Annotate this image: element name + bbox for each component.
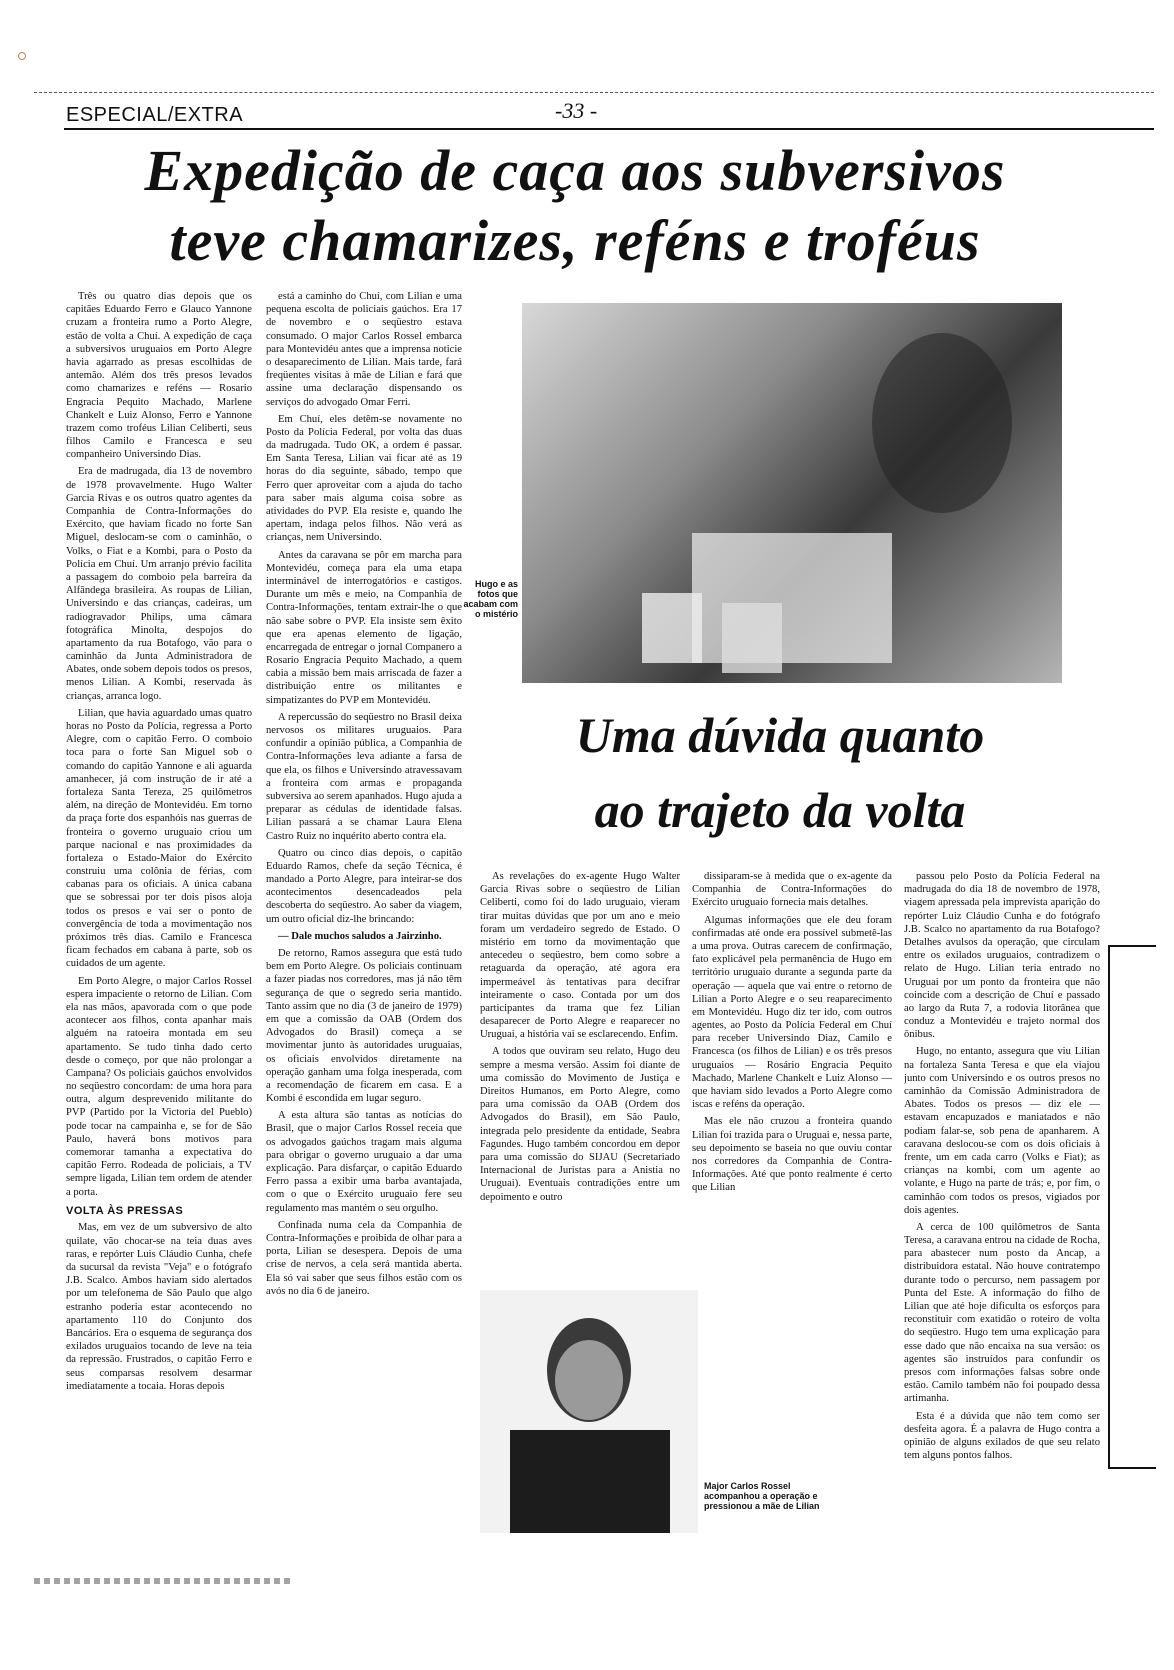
article-column-1 [66,290,252,1570]
paragraph: A todos que ouviram seu relato, Hugo deu sempre a mesma versão. Assim foi diante de uma comissão do Movimento de Justiça e Direitos Humanos, em Porto Alegre, como para uma comissão da OAB (Ordem dos Advogados do Brasil), em São Paulo, integrada pelo presidente da entidade, Seabra Fagundes. Hugo também concordou em depor para uma comissão do SIJAU (Secretariado Internacional de Juristas para a Anistia no Uruguai). Eventuais contradições entre um depoimento e outro [480,1046,680,1203]
paragraph: As revelações do ex-agente Hugo Walter Garcia Rivas sobre o seqüestro de Lilian Celiberti, como foi do lado uruguaio, vieram tirar muitas dúvidas que por um ano e meio foram um verdadeiro segredo de Estado. O mistério em torno da movimentação que antecedeu o seqüestro, bem como sobre a retaguarda da operação, até agora era impermeável às tentativas para decifrar inteiramente o caso. Contada por um dos participantes da trama que fez Lilian desaparecer de Porto Alegre e reaparecer no Uruguai, a história vai se esclarecendo. Enfim. [480,871,680,1041]
column-subhead: VOLTA ÀS PRESSAS [66,1204,184,1217]
article-column-2 [266,290,462,1570]
subheadline-line-2: ao trajeto da volta [594,782,966,838]
paragraph: Confinada numa cela da Companhia de Contra-Informações e proibida de olhar para a porta, Lilian se desespera. Depois de uma crise de nervos, a cela será mantida aberta. Ela só vai saber que seus filhos estão com os avós no dia 6 de janeiro. [266,1219,462,1297]
article-column-5 [904,870,1100,1570]
paragraph: De retorno, Ramos assegura que está tudo bem em Porto Alegre. Os policiais continuam a fazer piadas nos corredores, mas já não têm segurança de que o segredo seria mantido. Tanto assim que no dia (3 de janeiro de 1979) em que a comissão da OAB (Ordem dos Advogados do Brasil) começa a se movimentar junto às autoridades uruguaias, os oficiais envolvidos diretamente na operação ganham uma folga inesperada, com a recomendação de ficarem em casa. E a Kombi é escondida em lugar seguro. [266,948,462,1105]
paragraph: Quatro ou cinco dias depois, o capitão Eduardo Ramos, chefe da seção Técnica, é mandado a Porto Alegre, para inteirar-se dos acontecimentos desencadeados pela descoberta do seqüestro. Ao saber da viagem, um outro oficial diz-lhe brincando: [266,847,462,925]
photo2-caption: Major Carlos Rossel acompanhou a operação e pressionou a mãe de Lilian [704,1481,820,1511]
paragraph: Era de madrugada, dia 13 de novembro de 1978 provavelmente. Hugo Walter Garcia Rivas e os outros quatro agentes da Companhia de Contra-Informações do Exército, que haviam ficado no forte San Miguel, deslocam-se com o caminhão, o Volks, o Fiat e a Kombi, para o Posto da Polícia em Chuí. Um arranjo prévio facilita a passagem do comboio pela barreira da Alfândega brasileira. As roupas de Lilian, Universindo e das crianças, cadeiras, um radiogravador Philips, uma câmara fotográfica Minolta, despojos do apartamento da rua Botafogo, vão para o caminhão da Junta Administradora de Abates, onde sobem depois todos os presos, menos Lilian. A Kombi, reservada às crianças, arranca logo. [66,466,252,702]
paragraph: Esta é a dúvida que não tem como ser desfeita agora. É a palavra de Hugo contra a opinião de alguns exilados de que seu relato tem alguns pontos falhos. [904,1410,1100,1462]
headline-line-1: Expedição de caça aos subversivos [144,138,1006,203]
paragraph: passou pelo Posto da Polícia Federal na madrugada do dia 18 de novembro de 1978, viagem apressada pela imprevista aparição do repórter Luiz Cláudio Cunha e do fotógrafo J.B. Scalco no apartamento da rua Botafogo? Detalhes avulsos da operação, que circulam entre os exilados uruguaios, contradizem o relato de Hugo. Lilian teria entrado no Uruguai por um ponto da fronteira que não coincide com a descrição de Chuí e passado ao largo da Ruta 7, a rodovia litorânea que conduz a Montevidéu e trajeto normal dos ônibus. [904,871,1100,1041]
paragraph: dissiparam-se à medida que o ex-agente da Companhia de Contra-Informações do Exército uruguaio fornecia mais detalhes. [692,871,892,909]
photo-major-carlos-rossel [480,1290,698,1533]
article-column-3 [480,870,680,1280]
paragraph: está a caminho do Chuí, com Lilian e uma pequena escolta de policiais gaúchos. Era 17 de novembro e o seqüestro estava consumado. O major Carlos Rossel embarca para Montevidéu antes que a imprensa noticie o desaparecimento de Lilian. Mais tarde, fará freqüentes visitas à mãe de Lilian e fará que assine uma declaração dispensando os serviços do advogado Omar Ferri. [266,291,462,408]
header-rule [64,128,1154,130]
right-margin-bracket [1108,945,1156,1469]
paragraph: Mas ele não cruzou a fronteira quando Lilian foi trazida para o Uruguai e, nessa parte, seu depoimento se baseia no que ouviu contar nos corredores da Companhia de Contra-Informações. Até que ponto realmente é certo que Lilian [692,1116,892,1194]
punch-hole-mark [18,52,26,60]
subheadline-line-1: Uma dúvida quanto [575,707,985,763]
page-number: -33 - [555,98,598,123]
section-label: ESPECIAL/EXTRA [66,104,244,126]
paragraph: Hugo, no entanto, assegura que viu Lilian na fortaleza Santa Teresa e que ela viajou junto com Universindo e os outros presos no caminhão da Comissão Administradora de Abates. Todos os presos — diz ele — estavam encapuzados e maniatados e não podiam falar-se, sob pena de apanharem. A caravana deslocou-se com os dois oficiais à frente, um em cada carro (Volks e Fiat); as crianças na kombi, com um agente ao volante, e Hugo na parte de trás; e, por fim, o caminhão com todos os presos, vigiados por dois agentes. [904,1046,1100,1216]
paragraph: Três ou quatro dias depois que os capitães Eduardo Ferro e Glauco Yannone cruzam a fronteira rumo a Porto Alegre, estão de volta a Chuí. A expedição de caça a subversivos uruguaios em Porto Alegre havia agarrado as presas escolhidas de antemão. Além dos três presos levados como chamarizes e reféns — Rosario Engracia Pequito Machado, Marlene Chankelt e Luiz Alonso, Ferro e Yannone trazem como troféus Lilian Celiberti, seus filhos Camilo e Francesca e seu companheiro Universindo Dias. [66,291,252,461]
paragraph: A cerca de 100 quilômetros de Santa Teresa, a caravana entrou na cidade de Rocha, para abastecer num posto da Ancap, a distribuidora estatal. Não houve contratempo durante todo o percurso, nem passagem por Punta del Este. A informação do filho de Lilian que até hoje dificulta os esforços para reconstituir com exatidão o roteiro de volta do seqüestro. Hugo tem uma explicação para esse dado que não encaixa na sua versão: os agentes são instruídos para confundir os presos com informações falsas sobre onde estão. Camilo também não foi poupado dessa artimanha. [904,1221,1100,1405]
top-dashed-line [34,92,1154,93]
paragraph: Antes da caravana se pôr em marcha para Montevidéu, começa para ela uma etapa interminável de interrogatórios e castigos. Durante um mês e meio, na Companhia de Contra-Informações, tentam extrair-lhe o que não sabe sobre o PVP. Ela insiste sem êxito que era apenas elemento de ligação, encarregada de entregar o jornal Companero a Rosario Engracia Pequito Machado, a quem cabia a missão bem mais arriscada de fazer a distribuição entre os militantes e simpatizantes do PVP em Montevidéu. [266,549,462,706]
photo-placeholder-graphic [522,303,1062,683]
headline-line-2: teve chamarizes, reféns e troféus [169,208,981,273]
paragraph: — Dale muchos saludos a Jairzinho. [278,930,442,942]
paragraph: A esta altura são tantas as notícias do Brasil, que o major Carlos Rossel receia que os advogados gaúchos tragam mais alguma para obrigar o governo uruguaio a dar uma explicação. Para disfarçar, o capitão Eduardo Ferro passa a exibir uma barba avantajada, com o que o Exército uruguaio fere seu regulamento mas mantém o seu orgulho. [266,1110,462,1214]
paragraph: Mas, em vez de um subversivo de alto quilate, vão chocar-se na teia duas aves raras, e repórter Luis Cláudio Cunha, chefe da sucursal da revista "Veja" e o fotógrafo J.B. Scalco. Ambos haviam sido alertados por um telefonema de São Paulo que algo estranho poderia estar acontecendo no apartamento 110 do Conjunto dos Bancários. Era o esquema de segurança dos exilados uruguaios tocando de leve na teia da repressão. Frustrados, o capitão Ferro e seus comparsas resolvem desarmar imediatamente a tocaia. Horas depois [66,1222,252,1392]
article-column-4 [692,870,892,1280]
photo-hugo-with-photos [522,303,1062,683]
paragraph: A repercussão do seqüestro no Brasil deixa nervosos os militares uruguaios. Para confundir a opinião pública, a Companhia de Contra-Informações leva adiante a farsa de que ela, os filhos e Universindo atravessavam a fronteira com armas e propaganda subversiva ao serem apanhados. Hugo ajuda a preparar as cédulas de identidade falsas. Lilian passará a se chamar Laura Elena Castro Ruiz no inquérito aberto contra ela. [266,711,462,842]
portrait-placeholder-graphic [480,1290,698,1533]
paragraph: Em Chuí, eles detêm-se novamente no Posto da Polícia Federal, por volta das duas da madrugada. Tudo OK, a ordem é passar. Em Santa Teresa, Lilian vai ficar até as 19 horas do dia seguinte, sábado, tempo que Ferro quer aproveitar com a ajuda do tacho para saber mais alguma coisa sobre as atividades do PVP. Ela resiste e, quando lhe apertam, indaga pelos filhos. Não verá as crianças, nem Universindo. [266,413,462,544]
paragraph: Em Porto Alegre, o major Carlos Rossel espera impaciente o retorno de Lilian. Com ela nas mãos, apavorada com o que pode acontecer aos filhos, conta apanhar mais alguém na ratoeira montada em seu apartamento. Se tudo tinha dado certo desde o começo, por que não prolongar a Campana? Os policiais gaúchos envolvidos no seqüestro concordam: de uma hora para outra, algum desprevenido militante do PVP (Partido por la Victoria del Pueblo) pode tocar na campainha e, se for de São Paulo, haverá bons motivos para comemorar tamanha a expectativa do capitão Ferro. Rodeada de policiais, a TV sempre ligada, Lilian tem ordem de atender a porta. [66,975,252,1198]
photo1-caption: Hugo e as fotos que acabam com o mistério [463,579,518,619]
paragraph: Lilian, que havia aguardado umas quatro horas no Posto da Polícia, regressa a Porto Alegre, com o capitão Ferro. O comboio toca para o forte San Miguel sob o comando do capitão Yannone e ali aguarda amanhecer, já com instrução de ir até a fortaleza Santa Tereza, 25 quilômetros além, na direção de Montevidéu. Em torno da praça forte dos espanhóis nas guerras de fronteira o governo uruguaio criou um parque nacional e nas proximidades da fortaleza o Estado-Maior do Exército construiu uma colônia de férias, com cabanas para os oficiais. A única cabana que se sobressai por ter dois pisos aloja todos os presos e vai ser o ponto de convergência de toda a movimentação nos próximos três dias. Camilo e Francesca ficam fechados em cabana à parte, sob os cuidados de um agente. [66,707,252,970]
bottom-scan-mark [34,1578,294,1584]
paragraph: Algumas informações que ele deu foram confirmadas até onde era possível submetê-las a uma prova. Outras carecem de confirmação, fato explicável pela permanência de Hugo em território uruguaio durante a segunda parte da operação — aquela que vai entre o retorno de Lilian a Porto Alegre e o seu reaparecimento em Montevidéu. Hugo diz ter ido, com outros agentes, ao Posto da Polícia Federal em Chuí para receber Universindo Diaz, Camilo e Francesca (os filhos de Lilian) e os três presos uruguaios — Rosário Engracia Pequito Machado, Marlene Chankelt e Luiz Alonso — que haviam sido levados a Porto Alegre como iscas e reféns da operação. [692,914,892,1111]
